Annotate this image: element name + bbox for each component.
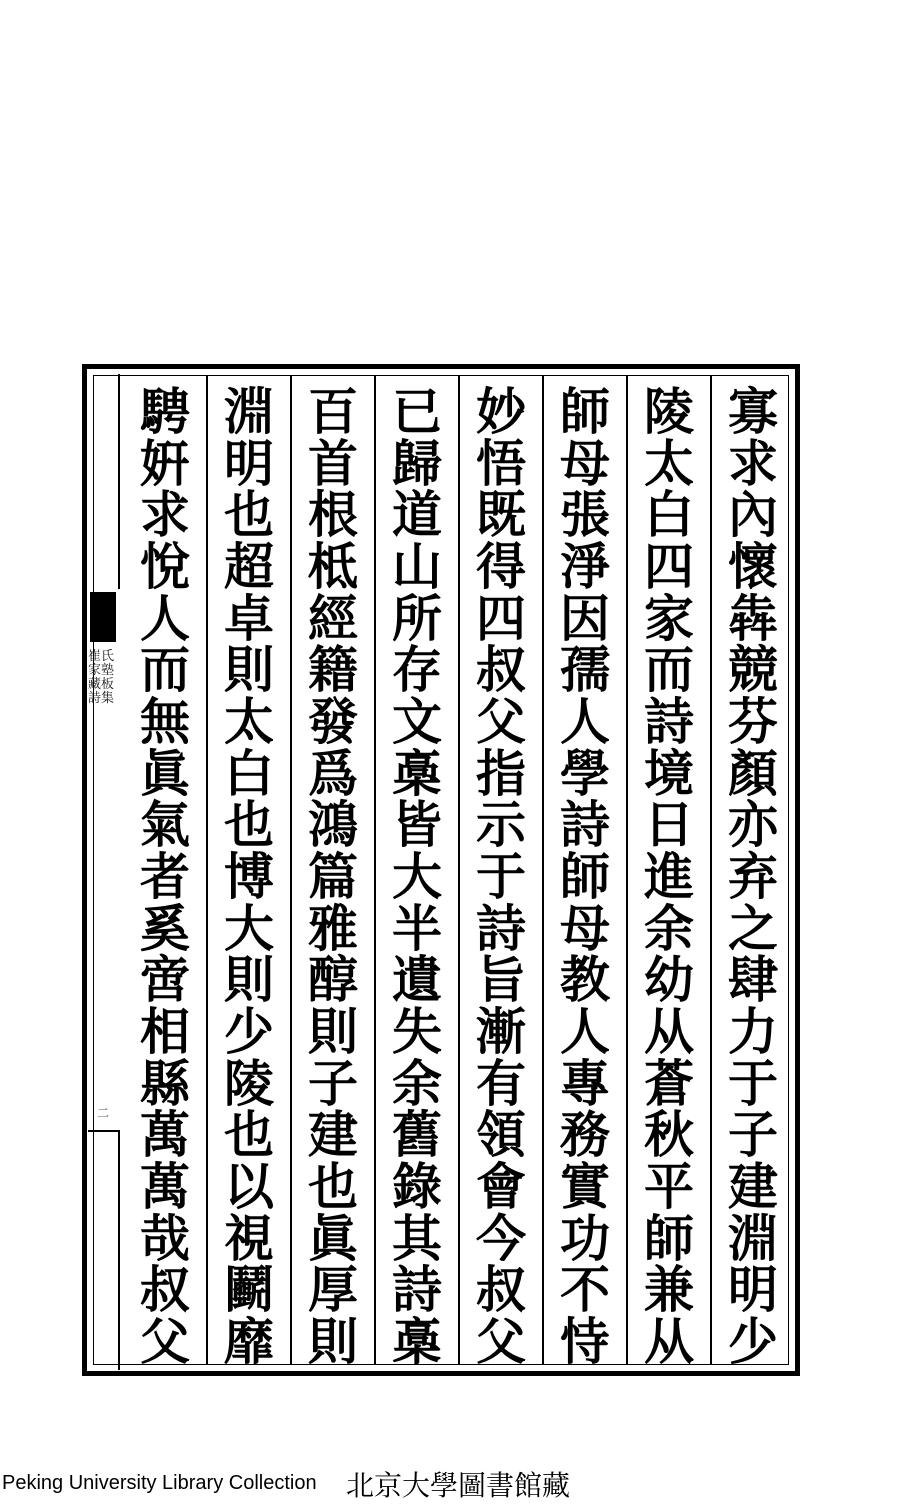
character: 子 [728,1105,778,1165]
character: 超 [224,536,274,596]
character: 淵 [728,1208,778,1268]
fold-margin-text: 崔氏家塾藏板詩集 [88,649,115,706]
character: 失 [392,1001,442,1061]
character: 懷 [728,536,778,596]
character: 之 [728,898,778,958]
character: 顏 [728,743,778,803]
character: 騁 [140,382,190,441]
character: 鴻 [308,795,358,855]
character: 家 [644,588,694,648]
text-columns [87,369,795,1371]
character: 蒼 [644,1053,694,1113]
footer-english: Peking University Library Collection [2,1472,317,1494]
fold-margin [88,374,116,1370]
character: 余 [644,898,694,958]
character: 博 [224,846,274,906]
character: 師 [644,1208,694,1268]
character: 叔 [476,1260,526,1320]
character: 恃 [560,1311,610,1371]
character: 舊 [392,1105,442,1165]
character: 張 [560,485,610,545]
character: 人 [560,691,610,751]
text-column [627,382,711,1371]
text-column [123,382,207,1371]
character: 進 [644,846,694,906]
character: 道 [392,485,442,545]
character: 子 [308,1053,358,1113]
character: 靡 [224,1311,274,1371]
character: 从 [644,1001,694,1061]
character: 奚 [140,898,190,958]
character: 白 [644,485,694,545]
character: 平 [644,1156,694,1216]
character: 示 [476,795,526,855]
character: 而 [644,640,694,700]
character: 內 [728,485,778,545]
character: 者 [140,846,190,906]
character: 競 [728,640,778,700]
character: 姸 [140,433,190,493]
text-column [375,382,459,1371]
character: 芬 [728,691,778,751]
character: 得 [476,536,526,596]
character: 存 [392,640,442,700]
character: 妙 [476,382,526,441]
character: 弃 [728,846,778,906]
character: 悟 [476,433,526,493]
character: 指 [476,743,526,803]
fold-page-mark: 二 [96,1106,109,1120]
text-column [291,382,375,1371]
character: 于 [728,1053,778,1113]
character: 四 [644,536,694,596]
text-column [207,382,291,1371]
character: 鬬 [224,1260,274,1320]
character: 求 [728,433,778,493]
character: 兼 [644,1260,694,1320]
character: 雅 [308,898,358,958]
character: 文 [392,691,442,751]
character: 太 [644,433,694,493]
character: 詩 [476,898,526,958]
character: 相 [140,1001,190,1061]
character: 遺 [392,950,442,1010]
character: 明 [224,433,274,493]
character: 境 [644,743,694,803]
character: 厚 [308,1260,358,1320]
character: 皆 [392,795,442,855]
character: 務 [560,1105,610,1165]
character: 眞 [140,743,190,803]
text-frame [82,364,800,1376]
character: 漸 [476,1001,526,1061]
character: 也 [224,795,274,855]
fold-bottom-tick [88,1130,118,1132]
character: 半 [392,898,442,958]
text-column [459,382,543,1371]
character: 而 [140,640,190,700]
character: 詩 [644,691,694,751]
character: 叔 [476,640,526,700]
character: 百 [308,382,358,441]
character: 已 [392,382,442,441]
footer [0,1462,900,1502]
character: 不 [560,1260,610,1320]
character: 專 [560,1053,610,1113]
character: 于 [476,846,526,906]
character: 篇 [308,846,358,906]
character: 求 [140,485,190,545]
character: 秋 [644,1105,694,1165]
character: 根 [308,485,358,545]
fold-black-fishtail [90,592,116,642]
character: 無 [140,691,190,751]
character: 太 [224,691,274,751]
character: 所 [392,588,442,648]
character: 籍 [308,640,358,700]
character: 既 [476,485,526,545]
character: 旨 [476,950,526,1010]
character: 啻 [140,950,190,1010]
character: 陵 [644,382,694,441]
character: 則 [308,1001,358,1061]
character: 師 [560,846,610,906]
character: 以 [224,1156,274,1216]
character: 柢 [308,536,358,596]
character: 父 [140,1311,190,1371]
character: 則 [308,1311,358,1371]
character: 詩 [560,795,610,855]
character: 今 [476,1208,526,1268]
character: 大 [224,898,274,958]
character: 父 [476,691,526,751]
character: 槀 [392,1311,442,1371]
fold-bottom-rule [118,1130,120,1370]
character: 有 [476,1053,526,1113]
character: 白 [224,743,274,803]
character: 因 [560,588,610,648]
character: 會 [476,1156,526,1216]
fold-top-rule [118,374,120,589]
character: 犇 [728,588,778,648]
character: 教 [560,950,610,1010]
character: 眞 [308,1208,358,1268]
character: 幼 [644,950,694,1010]
character: 淵 [224,382,274,441]
character: 淨 [560,536,610,596]
character: 槀 [392,743,442,803]
text-column [711,382,795,1371]
character: 則 [224,950,274,1010]
character: 少 [224,1001,274,1061]
character: 山 [392,536,442,596]
character: 寡 [728,382,778,441]
character: 父 [476,1311,526,1371]
text-column [543,382,627,1371]
character: 少 [728,1311,778,1371]
character: 萬 [140,1156,190,1216]
character: 叔 [140,1260,190,1320]
character: 四 [476,588,526,648]
character: 師 [560,382,610,441]
character: 大 [392,846,442,906]
character: 余 [392,1053,442,1113]
character: 則 [224,640,274,700]
character: 孺 [560,640,610,700]
character: 經 [308,588,358,648]
character: 醇 [308,950,358,1010]
character: 母 [560,898,610,958]
character: 建 [308,1105,358,1165]
character: 也 [224,485,274,545]
character: 萬 [140,1105,190,1165]
character: 氣 [140,795,190,855]
character: 錄 [392,1156,442,1216]
character: 明 [728,1260,778,1320]
character: 悅 [140,536,190,596]
character: 功 [560,1208,610,1268]
character: 力 [728,1001,778,1061]
character: 人 [560,1001,610,1061]
character: 日 [644,795,694,855]
character: 也 [224,1105,274,1165]
character: 縣 [140,1053,190,1113]
character: 也 [308,1156,358,1216]
character: 亦 [728,795,778,855]
character: 肆 [728,950,778,1010]
character: 卓 [224,588,274,648]
character: 發 [308,691,358,751]
character: 首 [308,433,358,493]
character: 歸 [392,433,442,493]
character: 建 [728,1156,778,1216]
footer-chinese: 北京大學圖書館藏 [346,1469,571,1502]
character: 領 [476,1105,526,1165]
character: 學 [560,743,610,803]
character: 爲 [308,743,358,803]
character: 詩 [392,1260,442,1320]
character: 其 [392,1208,442,1268]
character: 實 [560,1156,610,1216]
character: 視 [224,1208,274,1268]
character: 陵 [224,1053,274,1113]
character: 母 [560,433,610,493]
character: 人 [140,588,190,648]
character: 从 [644,1311,694,1371]
character: 哉 [140,1208,190,1268]
